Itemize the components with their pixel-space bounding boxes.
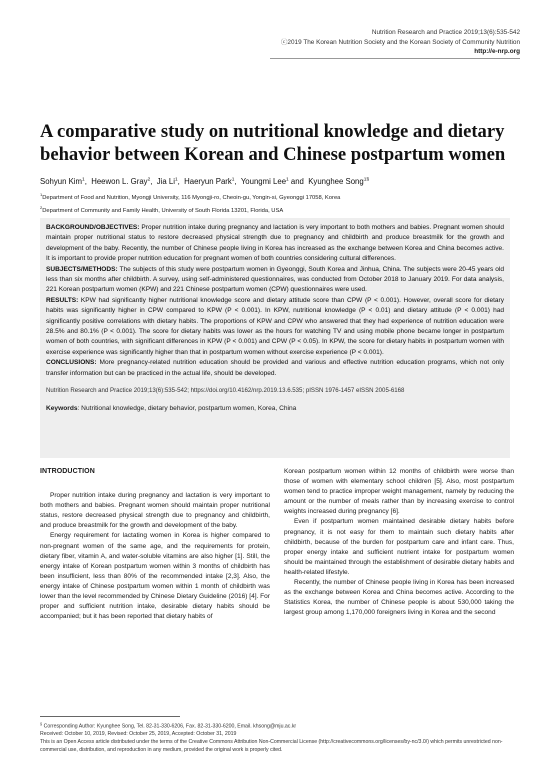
author-name: Haeryun Park bbox=[184, 177, 232, 186]
footnote-block bbox=[40, 721, 515, 754]
body-paragraph: Even if postpartum women maintained desirable dietary habits before pregnancy, it is not easy for them to maintain such dietary habits after childbirth, because of the burden for postpartum care and infant care. Thus, proper energy intake and sufficient nutrient intake for postpartum women should be maintained through the establishment of desirable dietary habits and health-related lifestyle. bbox=[284, 518, 514, 576]
corresponding-author-note bbox=[40, 721, 515, 731]
abstract-results bbox=[46, 296, 504, 358]
abstract-methods bbox=[46, 265, 504, 296]
affiliation-marker: 2 bbox=[40, 204, 43, 210]
body-paragraph: Proper nutrition intake during pregnancy and lactation is very important to both mothers and babies. Pregnant women should maintain proper nutritional status, restore decreased physical strength due to pregnancy and childbirth, and produce breastmilk for the growth and development of the baby. bbox=[40, 492, 270, 530]
copyright-line: ⓒ2019 The Korean Nutrition Society and the Korean Society of Community Nutrition bbox=[281, 38, 520, 46]
abstract-background bbox=[46, 223, 504, 265]
abstract-heading: RESULTS: bbox=[46, 296, 79, 304]
article-title: A comparative study on nutritional knowledge and dietary behavior between Korean and Chinese postpartum women bbox=[40, 121, 506, 165]
corresponding-author-text: Corresponding Author: Kyunghee Song, Tel. 82-31-330-6206, Fax. 82-31-330-6200, Email. khsong@mju.ac.kr bbox=[42, 723, 297, 730]
affiliation-item bbox=[40, 203, 520, 216]
license-note: This is an Open Access article distributed under the terms of the Creative Commons Attribution Non-Commercial License (http://creativecommons.org/licenses/by-nc/3.0/) which permits unrestricted non-commercial use, distribution, and reproduction in any medium, provided the original work is properly cited. bbox=[40, 738, 503, 753]
author-name: Heewon L. Gray bbox=[91, 177, 148, 186]
body-column-left bbox=[40, 467, 270, 622]
affiliation-text: Department of Community and Family Health, University of South Florida 13201, Florida, USA bbox=[42, 207, 284, 214]
author-affil-marker: 1§ bbox=[363, 177, 370, 183]
journal-line: Nutrition Research and Practice 2019;13(6):535-542 bbox=[371, 29, 520, 36]
author-name: Kyunghee Song bbox=[308, 177, 364, 186]
corresponding-marker: § bbox=[40, 722, 43, 726]
citation-line: Nutrition Research and Practice 2019;13(6):535-542; https://doi.org/10.4162/nrp.2019.13.6.535; pISSN 1976-1457 eISSN 2005-6168 bbox=[46, 387, 405, 395]
journal-url-link[interactable]: http://e-nrp.org bbox=[474, 48, 520, 55]
affiliation-text: Department of Food and Nutrition, Myongji University, 116 Myongji-ro, Cheoin-gu, Yongin-si, Gyeonggi 17058, Korea bbox=[42, 194, 341, 201]
abstract-text: More pregnancy-related nutrition education should be provided and various and effective nutrition education programs, which not only transfer information but can be practiced in the actual life, should be developed. bbox=[46, 359, 504, 377]
body-paragraph: Korean postpartum women within 12 months of childbirth were worse than those of women with elementary school children [5]. Also, most postpartum women tend to practice improper weight management, namely by reducing the amount or the number of meals rather than by increasing exercise to control weights increased during pregnancy [6]. bbox=[284, 468, 514, 516]
received-dates: Received: October 10, 2019, Revised: October 25, 2019, Accepted: October 31, 2019 bbox=[40, 731, 237, 738]
abstract-conclusions bbox=[46, 358, 504, 379]
affiliation-item bbox=[40, 190, 520, 203]
keywords-heading: Keywords bbox=[46, 405, 78, 413]
journal-header bbox=[281, 28, 520, 47]
abstract-text: The subjects of this study were postpartum women in Gyeonggi, South Korea and Jinhua, China. The subjects were 20-45 years old less than six months after childbirth. A survey, using self-administered questionnaires, was conducted from October 2018 to January 2019. For data analysis, 221 Korean postpartum women (KPW) and 221 Chinese postpartum women (CPW) questionnaires were used. bbox=[46, 265, 504, 294]
footnote-divider bbox=[40, 716, 180, 717]
abstract-text: KPW had significantly higher nutritional knowledge score and dietary attitude score than CPW (P < 0.001). However, overall score for dietary habits was significantly higher in CPW compared to KPW (P < 0.001). In KPW, nutritional knowledge (P < 0.01) and dietary attitude (P < 0.001) had significantly positive correlations with dietary habits. The proportions of KPW and CPW who answered that they had experience of nutrition education were 28.5% and 80.1% (P < 0.001). The score for dietary habits was lower as the hours for watching TV and using mobile phone became longer in postpartum women of both countries, with significant differences in KPW (P < 0.001) and CPW (P < 0.05). In KPW, the score for dietary habits in postpartum women with exercise experience was significantly higher than that in postpartum women without exercise experience (P < 0.001). bbox=[46, 296, 504, 356]
abstract-heading: SUBJECTS/METHODS: bbox=[46, 265, 118, 273]
keywords-line bbox=[46, 405, 504, 412]
author-name: Sohyun Kim bbox=[40, 177, 83, 186]
body-column-right bbox=[284, 467, 514, 618]
author-name: Youngmi Lee bbox=[240, 177, 287, 186]
body-paragraph: Recently, the number of Chinese people living in Korea has been increased as the exchange between Korea and China becomes active. According to the Statistics Korea, the number of Chinese people is about 530,000 taking the largest group among 1,170,000 foreigners living in Korea and the second bbox=[284, 579, 514, 617]
author-list: Sohyun Kim$^1$, Heewon L. Gray$^2$, Jia Li$^1$, Haeryun Park$^1$, Youngmi Lee$^1$ and Kyunghee Song$^{1\S}$ bbox=[40, 177, 370, 186]
affiliation-list bbox=[40, 190, 520, 216]
author-affil-marker: 1 bbox=[231, 177, 235, 183]
abstract-text: Proper nutrition intake during pregnancy and lactation is very important to both mothers and babies. Pregnant women should maintain proper nutritional status to restore decreased physical strength due to pregnancy and childbirth and produce breastmilk for the growth and development of the baby. Recently, the number of Chinese people living in Korea has increased as the exchange between Korea and China becomes active. It is important to provide proper nutrition education for pregnant women of both countries considering cultural differences. bbox=[46, 224, 504, 263]
author-affil-marker: 1 bbox=[82, 177, 85, 183]
keywords-text: : Nutritional knowledge, dietary behavior, postpartum women, Korea, China bbox=[77, 405, 297, 413]
author-affil-marker: 2 bbox=[147, 177, 151, 183]
body-paragraph: Energy requirement for lactating women in Korea is higher compared to non-pregnant women of the same age, and the requirements for protein, dietary fiber, vitamin A, and water-soluble vitamins are also higher [1]. Still, the energy intake of Korean postpartum women within 3 months of childbirth has been insufficient, less than 80% of the recommended intake [2,3]. Also, the energy intake of Chinese postpartum women within 1 month of childbirth was lower than the level recommended by Chinese Dietary Guideline (2016) [4]. For proper and sufficient nutrition intake, desirable dietary habits should be accompanied; but it has been reported that dietary habits of bbox=[40, 532, 270, 621]
abstract-heading: CONCLUSIONS: bbox=[46, 359, 97, 367]
author-affil-marker: 1 bbox=[286, 177, 289, 183]
abstract-heading: BACKGROUND/OBJECTIVES: bbox=[46, 224, 140, 231]
author-name: Jia Li bbox=[156, 177, 175, 186]
affiliation-marker: 1 bbox=[40, 192, 43, 197]
section-heading-introduction: INTRODUCTION bbox=[40, 468, 95, 475]
abstract-box bbox=[40, 218, 510, 458]
author-affil-marker: 1 bbox=[174, 177, 178, 183]
header-divider bbox=[270, 58, 520, 59]
